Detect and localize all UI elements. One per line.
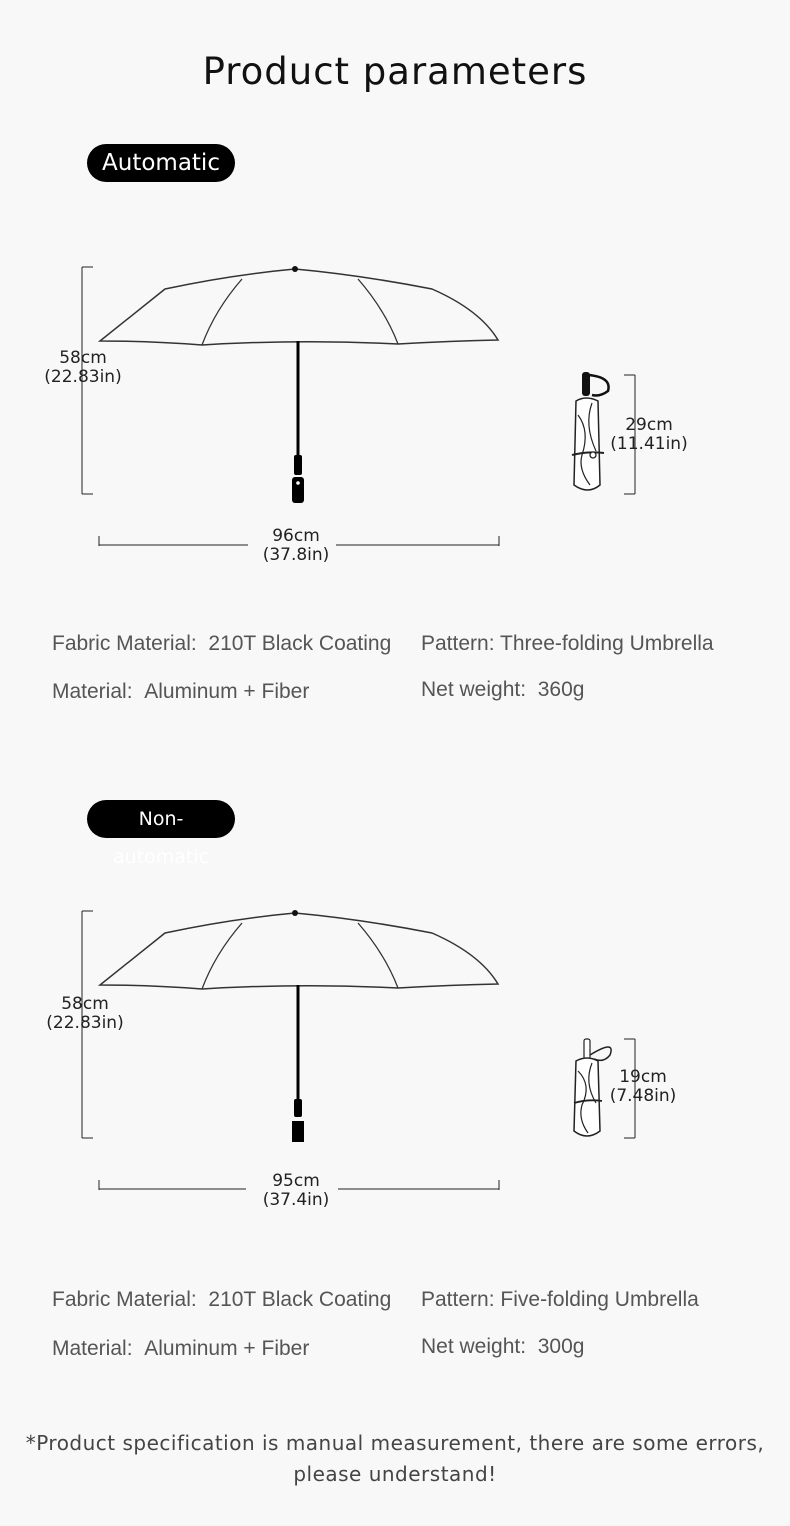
automatic-folded-dimension [606, 416, 692, 454]
non-automatic-width-dimension [248, 1172, 344, 1210]
fabric-label: Fabric Material [52, 632, 191, 655]
automatic-weight-spec: Net weight: 360g [421, 678, 585, 701]
automatic-badge: Automatic [87, 144, 235, 182]
fabric-value: 210T Black Coating [208, 632, 392, 655]
width-cm: 95cm [272, 1171, 320, 1191]
fabric-label: Fabric Material [52, 1288, 191, 1311]
weight-value: 360g [537, 678, 585, 701]
fabric-value: 210T Black Coating [208, 1288, 392, 1311]
pattern-value: Three-folding Umbrella [500, 632, 714, 655]
disclaimer-line-2: please understand! [293, 1462, 497, 1486]
folded-in: (11.41in) [610, 434, 688, 454]
non-automatic-material-spec: Material: Aluminum + Fiber [52, 1337, 310, 1360]
automatic-umbrella-diagram [0, 255, 790, 555]
non-automatic-umbrella-diagram [0, 899, 790, 1199]
non-automatic-badge: Non-automatic [87, 800, 235, 838]
weight-label: Net weight [421, 1335, 521, 1358]
non-automatic-pattern-spec: Pattern: Five-folding Umbrella [421, 1288, 699, 1311]
height-in: (22.83in) [46, 1013, 124, 1033]
non-automatic-folded-dimension [604, 1068, 682, 1106]
material-value: Aluminum + Fiber [144, 1337, 310, 1360]
automatic-fabric-spec: Fabric Material: 210T Black Coating [52, 632, 392, 655]
material-label: Material [52, 1337, 127, 1360]
weight-label: Net weight [421, 678, 521, 701]
page-title: Product parameters [202, 50, 588, 93]
folded-umbrella-icon [572, 372, 609, 490]
non-automatic-weight-spec: Net weight: 300g [421, 1335, 585, 1358]
height-cm: 58cm [61, 994, 109, 1014]
folded-in: (7.48in) [609, 1086, 677, 1106]
width-cm: 96cm [272, 526, 320, 546]
automatic-width-dimension [248, 527, 344, 565]
height-cm: 58cm [59, 348, 107, 368]
folded-cm: 19cm [619, 1067, 667, 1087]
material-label: Material [52, 680, 127, 703]
pattern-value: Five-folding Umbrella [500, 1288, 699, 1311]
weight-value: 300g [537, 1335, 585, 1358]
folded-cm: 29cm [625, 415, 673, 435]
disclaimer-line-1: *Product specification is manual measurement, there are some errors, [25, 1431, 765, 1455]
non-automatic-fabric-spec: Fabric Material: 210T Black Coating [52, 1288, 392, 1311]
automatic-height-dimension [38, 349, 128, 387]
width-in: (37.4in) [262, 1190, 330, 1210]
automatic-pattern-spec: Pattern: Three-folding Umbrella [421, 632, 714, 655]
measurement-disclaimer [0, 1428, 790, 1490]
width-in: (37.8in) [262, 545, 330, 565]
non-automatic-height-dimension [40, 995, 130, 1033]
automatic-material-spec: Material: Aluminum + Fiber [52, 680, 310, 703]
pattern-label: Pattern [421, 632, 489, 655]
material-value: Aluminum + Fiber [144, 680, 310, 703]
pattern-label: Pattern [421, 1288, 489, 1311]
height-in: (22.83in) [44, 367, 122, 387]
